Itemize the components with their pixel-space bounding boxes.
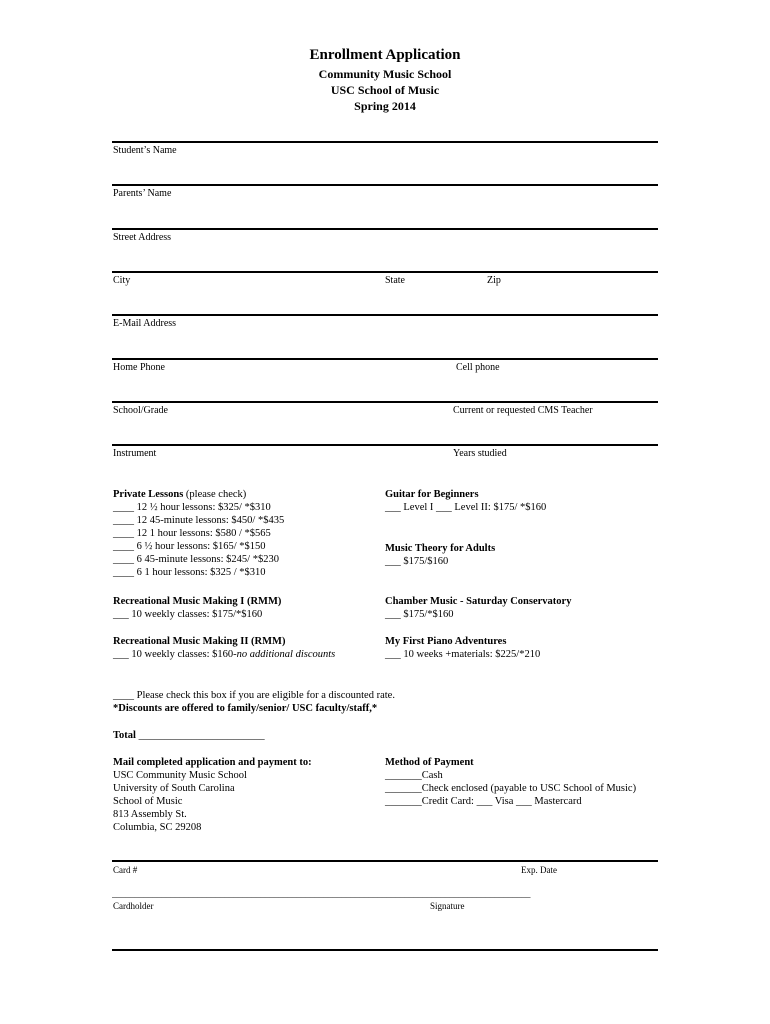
mail-address (113, 769, 247, 834)
piano-option[interactable]: ___ 10 weeks +materials: $225/*210 (385, 649, 541, 660)
rmm2-option[interactable] (113, 648, 335, 661)
divider (112, 949, 658, 951)
address-line: USC Community Music School (113, 770, 247, 781)
state-label: State (385, 275, 405, 286)
piano-heading: My First Piano Adventures (385, 636, 507, 647)
guitar-option[interactable]: ___ Level I ___ Level II: $175/ *$160 (385, 502, 547, 513)
cell-phone-label: Cell phone (456, 362, 500, 373)
payment-heading: Method of Payment (385, 757, 474, 768)
lesson-option[interactable]: ____ 12 ½ hour lessons: $325/ *$310 (113, 502, 271, 513)
private-lessons-options (113, 501, 284, 579)
payment-option-check[interactable]: _______Check enclosed (payable to USC School of Music) (385, 783, 637, 794)
lesson-option[interactable]: ____ 6 45-minute lessons: $245/ *$230 (113, 554, 279, 565)
lesson-option[interactable]: ____ 12 45-minute lessons: $450/ *$435 (113, 515, 285, 526)
total-row (113, 729, 265, 742)
payment-option-cash[interactable]: _______Cash (385, 770, 443, 781)
street-address-label: Street Address (113, 232, 172, 243)
home-phone-label: Home Phone (113, 362, 165, 373)
school-name: Community Music School (318, 67, 452, 81)
private-lessons-heading (113, 488, 246, 501)
form-title: Enrollment Application (309, 47, 461, 63)
signature-line[interactable]: _____________________________________________________________________________________________ (112, 889, 531, 899)
payment-options (385, 769, 636, 808)
email-label: E-Mail Address (113, 318, 177, 329)
payment-option-credit-card[interactable]: _______Credit Card: ___ Visa ___ Mastercard (385, 796, 582, 807)
student-name-label: Student’s Name (113, 145, 177, 156)
divider (112, 228, 658, 230)
instrument-label: Instrument (113, 448, 157, 459)
institution-name: USC School of Music (330, 83, 440, 97)
mail-heading: Mail completed application and payment to: (113, 757, 312, 768)
zip-label: Zip (487, 275, 501, 286)
discount-checkbox-line[interactable]: ____ Please check this box if you are eligible for a discounted rate. (113, 690, 395, 701)
theory-heading: Music Theory for Adults (385, 543, 496, 554)
chamber-option[interactable]: ___ $175/*$160 (385, 609, 454, 620)
address-line: School of Music (113, 796, 183, 807)
address-line: 813 Assembly St. (113, 809, 187, 820)
city-label: City (113, 275, 131, 286)
rmm2-heading: Recreational Music Making II (RMM) (113, 636, 286, 647)
address-line: Columbia, SC 29208 (113, 822, 202, 833)
rmm1-heading: Recreational Music Making I (RMM) (113, 596, 282, 607)
address-line: University of South Carolina (113, 783, 235, 794)
lesson-option[interactable]: ____ 12 1 hour lessons: $580 / *$565 (113, 528, 271, 539)
chamber-heading: Chamber Music - Saturday Conservatory (385, 596, 572, 607)
divider (112, 401, 658, 403)
signature-label: Signature (430, 901, 465, 911)
rmm2-option-note: no additional discounts (236, 649, 336, 660)
rmm2-option-text: ___ 10 weekly classes: $160- (113, 649, 237, 660)
total-field[interactable]: ________________________ (138, 730, 265, 741)
total-label: Total (113, 730, 136, 741)
private-lessons-note: (please check) (185, 489, 247, 500)
discount-note: *Discounts are offered to family/senior/ USC faculty/staff,* (113, 703, 378, 714)
parents-name-label: Parents’ Name (113, 188, 172, 199)
teacher-label: Current or requested CMS Teacher (453, 405, 593, 416)
divider (112, 358, 658, 360)
divider (112, 314, 658, 316)
divider (112, 860, 658, 862)
divider (112, 444, 658, 446)
guitar-heading: Guitar for Beginners (385, 489, 479, 500)
school-grade-label: School/Grade (113, 405, 168, 416)
lesson-option[interactable]: ____ 6 ½ hour lessons: $165/ *$150 (113, 541, 266, 552)
rmm1-option[interactable]: ___ 10 weekly classes: $175/*$160 (113, 609, 263, 620)
divider (112, 141, 658, 143)
lesson-option[interactable]: ____ 6 1 hour lessons: $325 / *$310 (113, 567, 266, 578)
divider (112, 271, 658, 273)
exp-date-label: Exp. Date (521, 865, 557, 875)
term: Spring 2014 (354, 99, 416, 113)
theory-option[interactable]: ___ $175/$160 (385, 556, 449, 567)
card-number-label: Card # (113, 865, 138, 875)
private-lessons-title: Private Lessons (113, 489, 184, 500)
years-studied-label: Years studied (453, 448, 507, 459)
cardholder-label: Cardholder (113, 901, 154, 911)
divider (112, 184, 658, 186)
